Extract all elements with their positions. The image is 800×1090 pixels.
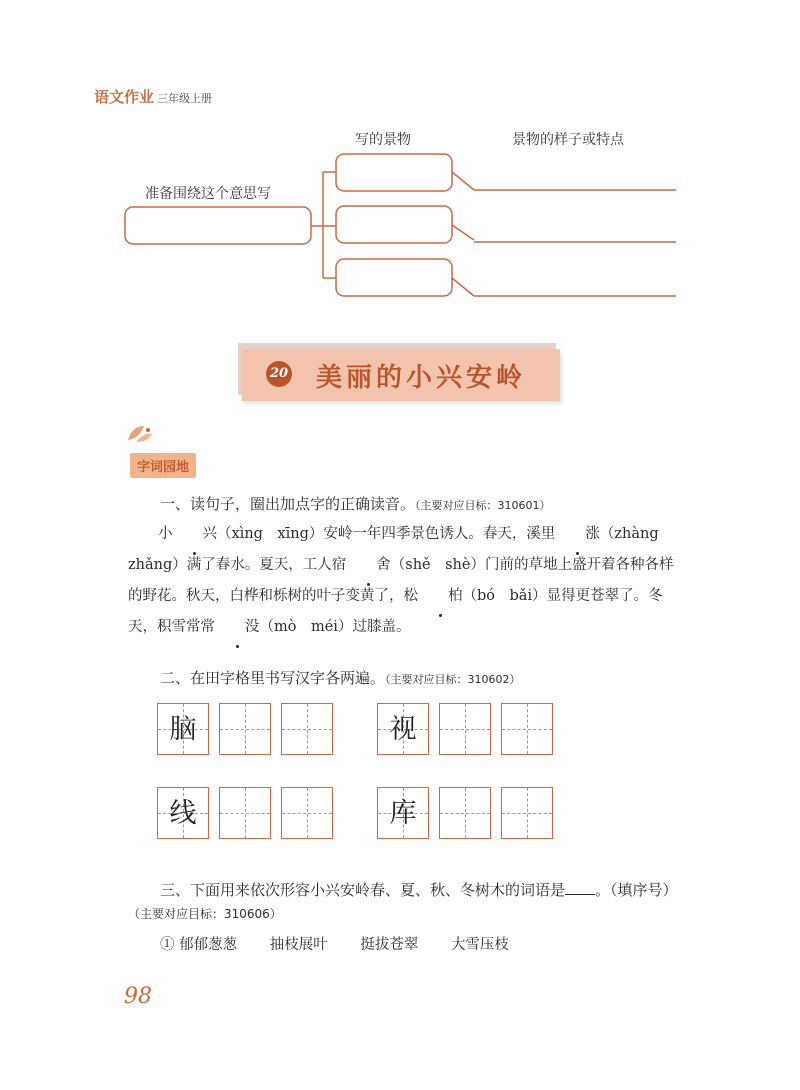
scene-box-1 xyxy=(336,154,452,191)
arrow-lines xyxy=(452,172,474,296)
leaf-bird-icon xyxy=(124,420,154,446)
scene-box-3 xyxy=(336,259,452,296)
q3-options xyxy=(160,933,537,954)
question-1-title: 一、读句子，圈出加点字的正确读音。（主要对应目标：310601） xyxy=(160,495,551,513)
page-number: 98 xyxy=(124,984,152,1009)
char-cell-blank[interactable] xyxy=(219,703,271,755)
option-item: 挺拔苍翠 xyxy=(360,937,419,953)
dotted-char: 没 xyxy=(215,612,260,643)
char-cell-blank[interactable] xyxy=(439,703,491,755)
char-cell-blank[interactable] xyxy=(219,787,271,839)
char-cell-model: 库 xyxy=(377,787,429,839)
scene-box-2 xyxy=(336,206,452,243)
char-cell-blank[interactable] xyxy=(281,787,333,839)
connector-lines xyxy=(311,172,336,278)
dotted-char: 涨 xyxy=(555,519,600,550)
lesson-banner xyxy=(238,343,560,401)
q2-source: （主要对应目标：310602） xyxy=(385,673,521,686)
question-2-title: 二、在田字格里书写汉字各两遍。（主要对应目标：310602） xyxy=(160,669,521,687)
section-tag: 字词园地 xyxy=(130,453,196,478)
prep-label: 准备围绕这个意思写 xyxy=(145,186,271,202)
char-cell-blank[interactable] xyxy=(281,703,333,755)
option-item: 大雪压枝 xyxy=(450,937,509,953)
col2-label: 景物的样子或特点 xyxy=(512,132,624,148)
header-subtitle: 三年级上册 xyxy=(157,92,212,105)
char-cell-blank[interactable] xyxy=(501,787,553,839)
char-cell-blank[interactable] xyxy=(501,703,553,755)
col1-label: 写的景物 xyxy=(355,132,411,148)
dotted-char: 柏 xyxy=(418,581,463,612)
q1-source: （主要对应目标：310601） xyxy=(415,499,551,512)
topic-box xyxy=(125,207,311,244)
lesson-number: 20 xyxy=(266,361,292,387)
q3-source: （主要对应目标：310606） xyxy=(128,907,282,921)
char-cell-model: 线 xyxy=(157,787,209,839)
question-1-paragraph: 小 兴（xìng xīng）安岭一年四季景色诱人。春天，溪里 涨（zhàng zhǎng）满了春水。夏天，工人宿 舍（shě shè）门前的草地上盛开着各种各样的野花。秋天，白桦和栎树的叶子变黄了，松 柏（bó bǎi）显得更苍翠了。冬天，积雪常常 没（mò méi）过膝盖。 xyxy=(128,519,684,643)
char-cell-blank[interactable] xyxy=(439,787,491,839)
dotted-char: 舍 xyxy=(346,550,391,581)
question-3-title: 三、下面用来依次形容小兴安岭春、夏、秋、冬树木的词语是 。（填序号） xyxy=(160,881,678,899)
option-item: ① 郁郁葱葱 xyxy=(160,937,238,953)
header-title: 语文作业 xyxy=(94,88,155,106)
option-item: 抽枝展叶 xyxy=(269,937,328,953)
dotted-char: 兴 xyxy=(173,519,218,550)
char-cell-model: 视 xyxy=(377,703,429,755)
answer-blank[interactable] xyxy=(565,880,595,895)
mindmap-diagram xyxy=(0,0,800,320)
char-cell-model: 脑 xyxy=(157,703,209,755)
lesson-title: 美丽的小兴安岭 xyxy=(316,363,527,393)
